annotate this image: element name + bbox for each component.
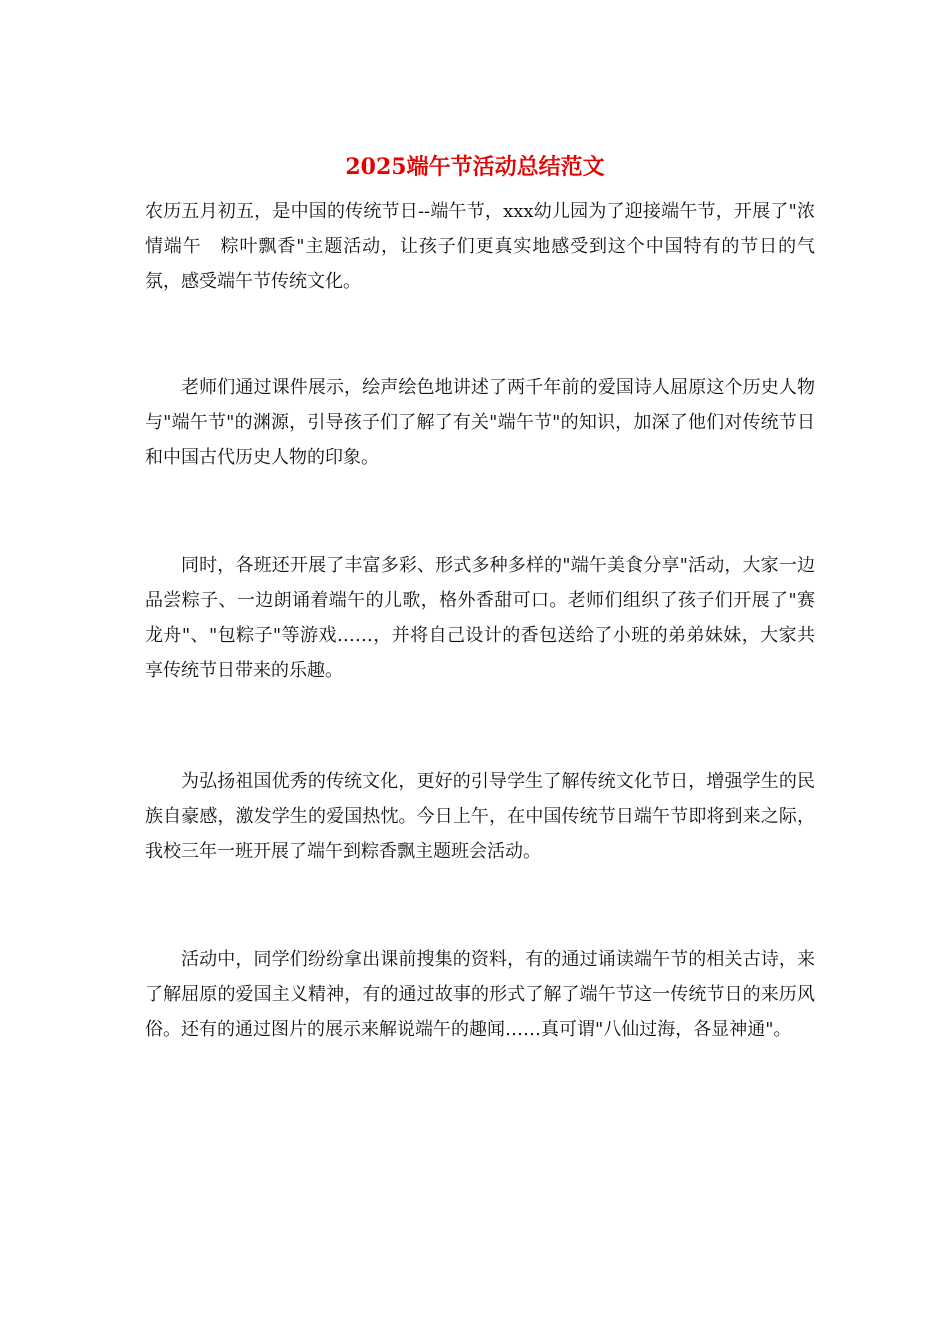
document-title: 2025端午节活动总结范文 [345,154,605,180]
paragraph-1: 农历五月初五，是中国的传统节日--端午节，xxx幼儿园为了迎接端午节，开展了"浓情端午 粽叶飘香"主题活动，让孩子们更真实地感受到这个中国特有的节日的气氛，感受端午节传统文化。 [145,201,815,292]
paragraph-5: 活动中，同学们纷纷拿出课前搜集的资料，有的通过诵读端午节的相关古诗，来了解屈原的爱国主义精神，有的通过故事的形式了解了端午节这一传统节日的来历风俗。还有的通过图片的展示来解说端午的趣闻……真可谓"八仙过海，各显神通"。 [145,949,815,1040]
paragraph-2: 老师们通过课件展示，绘声绘色地讲述了两千年前的爱国诗人屈原这个历史人物与"端午节"的渊源，引导孩子们了解了有关"端午节"的知识，加深了他们对传统节日和中国古代历史人物的印象。 [145,377,815,468]
paragraph-3: 同时，各班还开展了丰富多彩、形式多种多样的"端午美食分享"活动，大家一边品尝粽子、一边朗诵着端午的儿歌，格外香甜可口。老师们组织了孩子们开展了"赛龙舟"、"包粽子"等游戏……，并将自己设计的香包送给了小班的弟弟妹妹，大家共享传统节日带来的乐趣。 [145,555,815,681]
paragraph-4: 为弘扬祖国优秀的传统文化，更好的引导学生了解传统文化节日，增强学生的民族自豪感，激发学生的爱国热忱。今日上午，在中国传统节日端午节即将到来之际，我校三年一班开展了端午到粽香飘主题班会活动。 [145,771,815,862]
